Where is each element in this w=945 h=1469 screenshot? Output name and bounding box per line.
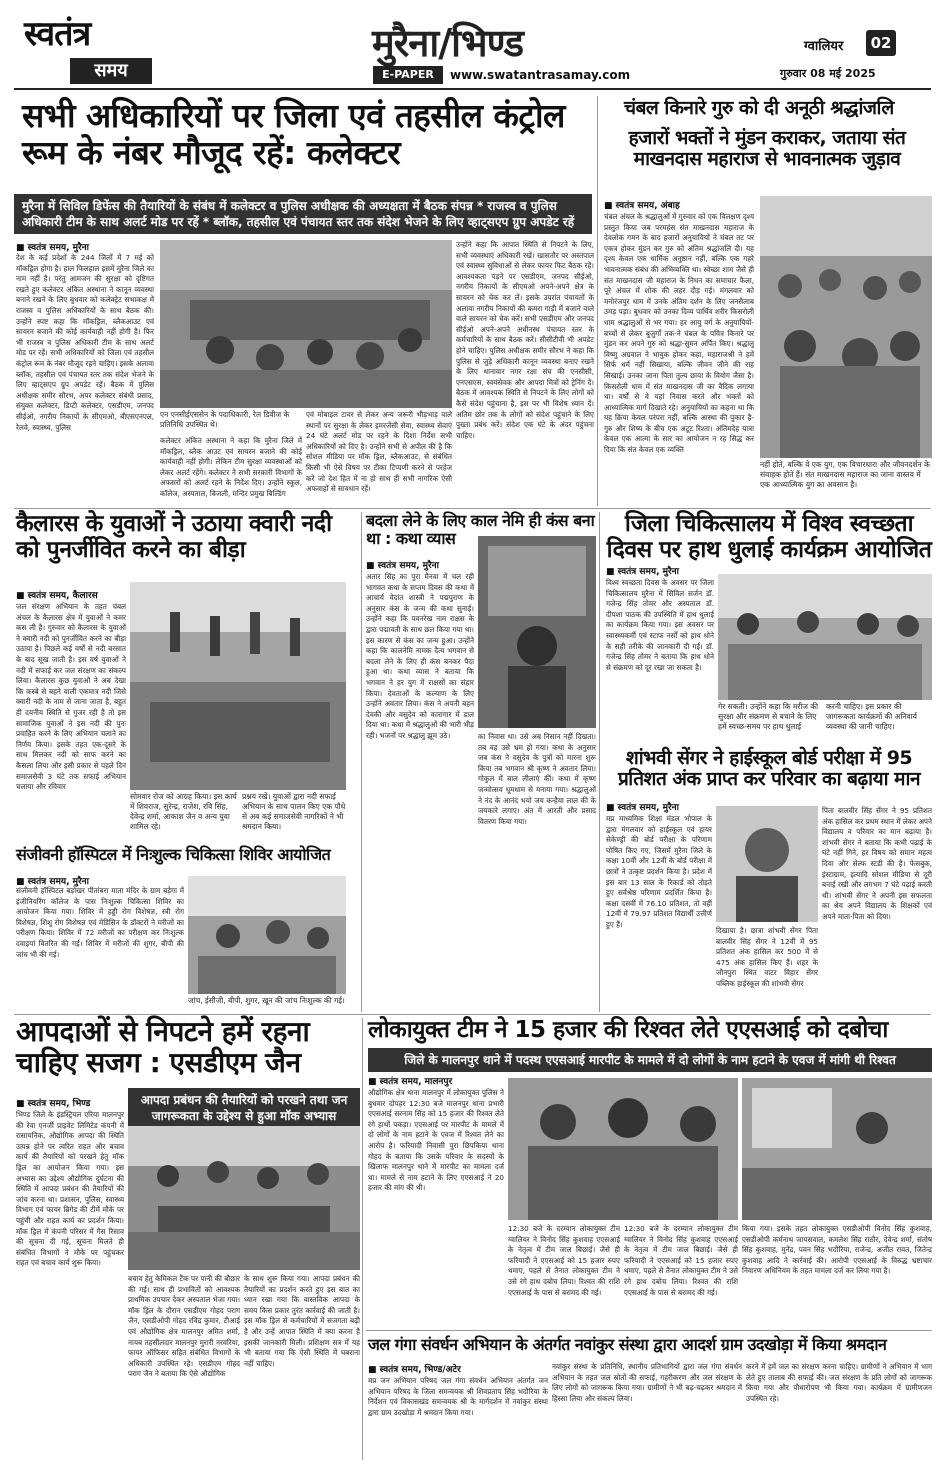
hospital-headline: जिला चिकित्सालय में विश्व स्वच्छता दिवस पर हाथ धुलाई कार्यक्रम आयोजित	[606, 511, 932, 563]
hospital-photo	[718, 574, 932, 700]
accused-photo-icon	[508, 1078, 738, 1220]
katha-stage-photo-icon	[478, 536, 596, 728]
section-divider	[14, 508, 931, 509]
kailaras-caption-1: सोमवार रोज को आग्रह किया। इस कार्य में शिवराज, सुरेन्द्र, राजेश, रवि सिंह, देवेन्द्र शर्मा, आकाश जैन व अन्य युवा शामिल रहे।	[130, 792, 237, 831]
apda-photo	[128, 1126, 360, 1270]
column-divider	[362, 1018, 363, 1460]
kailaras-text: जल संरक्षण अभियान के तहत चंबल अंचल के कैलारस क्षेत्र में युवाओं ने कमर कस ली है। गुरुवार को कैलारस के युवाओं ने क्वारी नदी को पुनर्जीवित करने का बीड़ा उठाया है। पिछले कई वर्षों से नदी बरसात के बाद सूख जाती है। इस वर्ष युवाओं ने नदी में सफाई कर जल संरक्षण का संकल्प लिया। कैलारस कुछ युवाओं ने अब देखा कि कस्बे से बहने वाली एकमात्र नदी जिसे क्वारी नदी के नाम से जाना जाता है, बहुत ही दयनीय स्थिति से गुजर रही है तो इस सामाजिक युवाओं ने इस नदी की पुनः प्रवाहित करने के लिए अभियान चलाने का निर्णय किया। इसके तहत एक-दूसरे के साथ मिलकर नदी को साफ करने का कैसला लिया और इसी प्रकार से पहले दिन समाजसेवी 3 घंटे तक सफाई अभियान चलाया और रविवार	[16, 602, 126, 792]
hospital-text: विश्व स्वच्छता दिवस के अवसर पर जिला चिकित्सालय मुरैना में सिविल सर्जन डॉ. गजेन्द्र सिंह तोमर और अस्पताल डॉ. दीपशा पाठक की उपस्थिति में हाथ धुलाई का कार्यक्रम किया गया। इस अवसर पर स्वास्थ्यकर्मी एवं स्टाफ नर्सों को हाथ धोने के सही तरीके की जानकारी दी गई। डॉ. गजेन्द्र सिंह तोमर ने बताया कि हाथ धोने से संक्रमण को दूर रखा जा सकता है।	[606, 578, 714, 672]
shambhavi-col-1: मप्र माध्यमिक शिक्षा मंडल भोपाल के द्वारा मंगलवार को हाईस्कूल एवं हायर सेकेण्ड्री की बोर्ड परीक्षा के परिणाम घोषित किए गए, जिसमें मुरैना जिले के कक्षा 10वीं और 12वीं के बोर्ड परीक्षा में छात्रों ने उत्कृष्ट प्रदर्शन किया है। प्रदेश में इस बार 13 साल के रिकार्ड को तोड़ते हुए सर्वश्रेष्ठ परिणाम प्रदर्शित किया है। कक्षा दसवीं में 76.10 प्रतिशत, तो वहीं 12वीं में 79.97 प्रतिशत विद्यार्थी उत्तीर्ण हुए हैं।	[606, 814, 712, 929]
page-number: 02	[866, 30, 896, 56]
logo-top-text: स्वतंत्र	[24, 14, 91, 54]
chambal-byline: ■ स्वतंत्र समय, अंबाह	[604, 198, 680, 211]
badla-photo	[478, 536, 596, 728]
epaper-label: E-PAPER	[373, 66, 443, 84]
section-divider	[366, 1330, 932, 1331]
apda-col-3: के साथ शुरू किया गया। आपदा प्रबंधन की तैयारियों का प्रदर्शन करते हुए इस बात का ध्यान रखा गया कि वास्तविक आपदा के समय किस प्रकार तुरंत कार्रवाई की जाती है। इस मॉक ड्रिल से कर्मचारियों में सजगता बढ़ी है और उन्हें आपात स्थिति में क्या करना है इसकी जानकारी मिली। प्रशिक्षण सत्र में यह भी बताया गया कि ऐसी स्थिति में घबराना नहीं चाहिए।	[244, 1274, 360, 1368]
shambhavi-col-3: पिता बालवीर सिंह सेंगर ने 95 प्रतिशत अंक हासिल कर प्रथम स्थान में लेकर अपने विद्यालय व परिवार का मान बढ़ाया है। शांभवी सेंगर ने बताया कि कभी पढ़ाई के घंटे नहीं गिने, हर विषय को समान महत्व दिया और सेल्फ स्टडी की है। फेसबुक, इंस्टाग्राम, इत्यादि सोशल मीडिया से दूरी बनाई रखी और लगभग 7 घंटे पढ़ाई करती थी। शांभवी सेंगर ने अपनी इस सफलता का श्रेय अपने विद्यालय के शिक्षकों एवं अपने माता-पिता को दिया।	[822, 806, 932, 921]
jalganga-col-1: मप्र जन अभियान परिषद जल गंगा संवर्धन अभियान अंतर्गत जन अभियान परिषद के जिला समन्वयक श्री शिवप्रताप सिंह भदौरिया के निर्देशन एवं विकासखंड समन्वयक श्री के मार्गदर्शन में नवांकुर संस्था द्वारा ग्राम उदखोड़ा में श्रमदान किया गया।	[368, 1376, 548, 1417]
badla-byline: ■ स्वतंत्र समय, मुरैना	[366, 558, 439, 571]
chambal-headline: हजारों भक्तों ने मुंडन कराकर, जताया संत माखनदास महाराज से भावनात्मक जुड़ाव	[628, 127, 906, 171]
lead-photo-caption: एन एनसीईएससेन के पदाधिकारी, रेल डिवीज के प्रतिनिधि उपस्थित थे।	[160, 410, 290, 429]
hospital-byline: ■ स्वतंत्र समय, मुरैना	[606, 564, 679, 577]
lead-photo	[160, 240, 452, 408]
jalganga-byline: ■ स्वतंत्र समय, भिण्ड/अटेर	[368, 1362, 461, 1375]
city-label: ग्वालियर	[804, 39, 844, 54]
lead-strap: मुरैना में सिविल डिफेंस की तैयारियों के संबंध में कलेक्टर व पुलिस अधीक्षक की अध्यक्षता में बैठक संपन्न * राजस्व व पुलिस अधिकारी टीम के साथ अलर्ट मोड पर रहें * ब्लॉक, तहसील एवं पंचायत स्तर तक संदेश भेजने के लिए व्हाट्सएप ग्रुप अपडेट रहें	[14, 194, 592, 234]
apda-col-1: भिण्ड जिले के इंडस्ट्रियल एरिया मालनपुर की रेवा एनर्जी प्राइवेट लिमिटेड कंपनी में रासायनिक, औद्योगिक आपदा की स्थिति उत्पन्न होने पर त्वरित राहत और बचाव कार्य की तैयारियों को परखने हेतु मॉक ड्रिल का आयोजन किया गया। इस अभ्यास का उद्देश्य औद्योगिक दुर्घटना की स्थिति में आपदा प्रबंधन की तैयारियों की जांच करना था। प्रशासन, पुलिस, स्वास्थ्य विभाग एवं फायर ब्रिगेड की टीमें मौके पर पहुंची और राहत कार्य का प्रदर्शन किया। मॉक ड्रिल में कंपनी परिसर में गैस रिसाव की सूचना दी गई, सूचना मिलते ही संबंधित विभागों ने मौके पर पहुंचकर राहत एवं बचाव कार्य शुरू किया।	[16, 1110, 124, 1268]
lead-col-4: उन्होंने कहा कि आपात स्थिति से निपटने के लिए, सभी व्यवस्थाएं अधिकारी रखें। खासतौर पर अस्तपाल एवं स्वास्थ्य सुविधाओं से लेकर फायर फिट बैठक रहें। आवश्यकता पड़ने पर एसडीएम, जनपद सीईओ, नगरीय निकायों के सीएमओ अपने-अपने क्षेत्र के सायरन को चेक कर लें। इसके उपरांत पंचायतों के अलावा नगरीय निकायों की कमरा गाड़ी में बजाने वाले वाले सायरन को चेक करें। सभी एसडीएम और जनपद सीईओ अपने-अपने अधीनस्थ पंचायत स्तर के कर्मचारियों के साथ बैठक करें। सीसीटीवी भी अपडेट होने चाहिए। पुलिस अधीक्षक समीर सौरभ ने कहा कि पुलिस से जुड़े अधिकारी कानून व्यवस्था बनाए रखने के लिए थानावार नगर रक्षा संघ की एनसीसी, एनएसएस, स्वयंसेवक और आपदा मित्रों को ट्रेनिंग दें। बैठक में आवश्यक स्थिति से निपटने के लिए लोगों को कैसे संदेश पहुंचाना है, इस पर भी विशेष ध्यान दें। अतिम छोर तक के लोगों को संदेश पहुंचाने के लिए पुख्ता प्रबंध करें। संदेश एक घंटे के अंदर पहुंचना चाहिए।	[456, 240, 594, 440]
chambal-photo	[760, 196, 932, 458]
crowd-photo-icon	[760, 196, 932, 458]
lokayukt-photo-1	[508, 1078, 738, 1220]
shambhavi-col-2: दिखाया है। छात्रा शांभवी सेंगर पिता बालवीर सिंह सेंगर ने 12वीं में 95 प्रतिशत अंक हासिल कर 500 में से 475 अंक हासिल किए हैं। शहर के जौनपुरा स्थित वाटर विहार सेंगर पब्लिक हाईस्कूल की शांभवी सेंगर	[716, 926, 818, 988]
lead-col-2: कलेक्टर अंकित अस्थाना ने कहा कि मुरैना जिले में मॉकड्रिल, ब्लैक आउट एवं सायरन बजाने की कोई कार्यवाही नहीं होगी। लेकिन टीम सुरक्षा व्यवस्थाओं को लेकर अलर्ट रहेंगे। कलेक्टर ने सभी सरकारी विभागों के अफसरों को अलर्ट रहने के निर्देश दिए। उन्होंने स्कूल, कॉलेज, अस्पताल, बिजली, मन्दिर प्रमुख बिल्डिंग	[160, 436, 302, 498]
lead-col-3: एवं मोबाइल टावर से लेकर अन्य जरूरी भीड़भाड़ वाले स्थानों पर सुरक्षा के लेकर इमरजेंसी सेवा, स्वास्थ्य सेवाएं 24 घंटे अलर्ट मोड पर रहने के दिशा निर्देश सभी अधिकारियों को दिए है। उन्होंने सभी से अपील की है कि सोशल मीडिया पर मॉक ड्रिल, ब्लैकआउट, से संबंधित किसी भी ऐसे विषय पर टीका टिप्पणी करने से परहेज करें जो देश हित में ना हो साथ ही सभी नागरिक ऐसी अफवाहों से सावधान रहें।	[306, 410, 452, 494]
apda-col-2: बचाव हेतु केमिकल टैंक पर पानी की बौछार की गई। साथ ही प्रभावितों को आवश्यक प्राथमिक उपचार देकर अस्पताल भेजा गया। मॉक ड्रिल के दौरान एसडीएम गोहद पराग जैन, एसडीओपी गोहद रविंद्र कुमार, टीआई एवं औद्योगिक क्षेत्र मालनपुर अमित शर्मा, नायब तहसीलदार मालनपुर मुरारी नरवरिया, फायर ऑफिसर सहित संबंधित विभागों के अधिकारी उपस्थित रहे। एसडीएम गोहद पराग जैन ने बताया कि ऐसे औद्योगिक	[128, 1274, 240, 1379]
badla-col-1: अतार सिंह का पुरा मैनवा में चल रही भागवत कथा के सप्तम दिवस की कथा में आचार्य वेदांत शास्त्री ने पद्मपुराण के अनुसार कंस के जन्म की कथा सुनाई। उन्होंने कहा कि पवनरेख नाम राक्षस के द्वारा पद्मावती के साथ छल किया गया था। इस कारण से कंस का जन्म हुआ। उन्होंने कहा कि कालनेमि नामक दैत्य भगवान से बदला लेने के लिए ही कंस बनकर पैदा हुआ था। कथा व्यास ने बताया कि भगवान ने हर युग में राक्षसों का संहार किया। देवताओं के कल्याण के लिए उन्होंने अवतार लिया। कंस ने अपनी बहन देवकी और वसुदेव को कारागार में डाल दिया था। कथा में श्रद्धालुओं की भारी भीड़ रही। भजनों पर श्रद्धालु झूम उठे।	[366, 572, 474, 740]
medical-camp-photo-icon	[188, 876, 346, 994]
meeting-photo-icon	[160, 240, 452, 408]
student-portrait-icon	[716, 806, 818, 922]
badla-col-2: का निवास था। उसे अब निसान नहीं दिखता। तब वह उसे भ्रम हो गया। कथा के अनुसार जब कंस ने वसुदेव के पुत्रों को मारना शुरू किया तब भगवान श्री कृष्ण ने अवतार लिया। गोकुल में बाल लीलाएं कीं। कथा में कृष्ण जन्मोत्सव धूमधाम से मनाया गया। श्रद्धालुओं ने नंद के आनंद भयो जय कन्हैया लाल की के जयकारे लगाए। अंत में आरती और प्रसाद वितरण किया गया।	[478, 732, 596, 826]
shambhavi-photo	[716, 806, 818, 922]
kailaras-headline: कैलारस के युवाओं ने उठाया क्वारी नदी को पुनर्जीवित करने का बीड़ा	[16, 511, 332, 563]
sanjeevani-caption: जांच, ईसीजी, बीपी, शुगर, खून की जांच निःशुल्क की गई।	[188, 996, 345, 1005]
lokayukt-col-1: औद्योगिक क्षेत्र थाना मालनपुर में लोकायुक्त पुलिस ने बुधवार दोपहर 12:30 बजे मालनपुर थाना प्रभारी एएसआई सरनाम सिंह को 15 हजार की रिश्वत लेते रंगे हाथों पकड़ा। एएसआई पर मारपीट के मामले में दो लोगों के नाम हटाने के एवज में रिश्वत लेने का आरोप है। फरियादी निवासी पुरा छिपकिया थाना गोहद के बताया कि उसके परिवार के सदस्यों के खिलाफ मालनपुर थाने में मारपीट का मामला दर्ज था। मामले से नाम हटाने के लिए एएसआई ने 20 हजार की मांग की थी।	[368, 1088, 504, 1193]
handwash-photo-icon	[718, 574, 932, 700]
lead-byline: ■ स्वतंत्र समय, मुरैना	[16, 240, 89, 253]
lokayukt-col-2b: 12:30 बजे के दरम्यान लोकायुक्त टीम ग्वालियर ने विनोद सिंह कुशवाह एएसआई के नेतृत्व में टीम जाल बिछाई। जैसे ही फरियादी ने एएसआई को 15 हजार रुपए थमाए, पहले से तैनात लोकायुक्त टीम ने उसे रंगे हाथ दबोच लिया। रिश्वत की राशि एएसआई के पास से बरामद की गई।	[624, 1224, 738, 1297]
riverbed-photo-icon	[130, 582, 346, 790]
hospital-caption-2: करनी चाहिए। इस प्रकार की जागरूकता कार्यक्रमों की अनिवार्य व्यवस्था की जानी चाहिए।	[826, 702, 917, 731]
sanjeevani-text: संजीवनी हॉस्पिटल बड़ोखर पीतांबरा माता मंदिर के ग्राम बड़ेगा में इंजीनियरिंग कॉलेज के पास निःशुल्क चिकित्सा शिविर का आयोजन किया गया। शिविर में हड्डी रोग विशेषज्ञ, स्त्री रोग विशेषज्ञ, शिशु रोग विशेषज्ञ एवं मेडिसिन के डॉक्टरों ने मरीजों का परीक्षण किया। शिविर में 72 मरीजों का परीक्षण कर निःशुल्क दवाइयां वितरित की गईं। शिविर में मरीजों की शुगर, बीपी की जांच भी की गई।	[16, 886, 184, 959]
shambhavi-headline: शांभवी सेंगर ने हाईस्कूल बोर्ड परीक्षा में 95 प्रतिशत अंक प्राप्त कर परिवार का बढ़ाया मान	[618, 747, 920, 791]
website-link[interactable]: www.swatantrasamay.com	[450, 68, 631, 82]
apda-byline: ■ स्वतंत्र समय, भिण्ड	[16, 1096, 90, 1109]
badla-headline: बदला लेने के लिए काल नेमि ही कंस बना था : कथा व्यास	[366, 511, 595, 548]
mock-drill-photo-icon	[128, 1126, 360, 1270]
lokayukt-col-3: किया गया। इसके तहत लोकायुक्त एसडीओपी विनोद सिंह कुशवाह, एसडीओपी कर्मनाथ जायसवाल, कमलेश सिंह राठौर, देवेन्द्र शर्मा, संतोष सिंह कुशवाह, मुनेंद्र, पवन सिंह भदौरिया, राजेन्द्र, अजीत रावत, जितेन्द्र कुशवाह आदि ने कार्रवाई की। आरोपी एएसआई के विरुद्ध भ्रष्टाचार निवारण अधिनियम के तहत मामला दर्ज कर लिया गया है।	[742, 1224, 932, 1276]
lead-col-1: देश के कई प्रदेशों के 244 जिलों में 7 मई को मॉकड्रिल होगा है। हाल फिलहाल इसमें मुरैना जिले का नाम नहीं है। परंतु आमजन की सुरक्षा को दृष्टिगत रखते हुए कलेक्टर अंकित अस्थाना ने कानून व्यवस्था बनाने रखने के लिए बुधवार को कलेक्ट्रेट सभाकक्ष में राजस्व व पुलिस अधिकारियों के साथ बैठक की। उन्होंने स्पष्ट कहा कि मॉकड्रिल, ब्लैकआउट एवं सायरन बजाने की कोई कार्यवाही नहीं होगी है। फिर भी राजस्व व पुलिस अधिकारी टीम के साथ अलर्ट मोड पर रहें। सभी अधिकारियों को जिला एवं तहसील कंट्रोल रूम के नंबर मौजूद रहने चाहिए। इसके अलावा ब्लॉक, तहसील एवं पंचायत स्तर तक संदेश भेजने के लिए व्हाट्सएप ग्रुप अपडेट रहें। बैठक में पुलिस अधीक्षक समीर सौरभ, अपर कलेक्टर संबंधी प्रसाद, संयुक्त कलेक्टर, डिप्टी कलेक्टर, एसडीएम, जनपद सीईओ, नगरीय निकायों के सीएमओ, बीएसएनएल, रेलवे, स्वास्थ्य, पुलिस	[16, 253, 154, 432]
masthead-rule	[14, 88, 931, 90]
logo-bottom-text: समय	[70, 58, 152, 84]
lokayukt-col-2: 12:30 बजे के दरम्यान लोकायुक्त टीम ग्वालियर ने विनोद सिंह कुशवाह एएसआई के नेतृत्व में टीम जाल बिछाई। जैसे ही फरियादी ने एएसआई को 15 हजार रुपए थमाए, पहले से तैनात लोकायुक्त टीम ने उसे रंगे हाथ दबोच लिया। रिश्वत की राशि एएसआई के पास से बरामद की गई।	[508, 1224, 620, 1297]
hospital-caption-1: गेर सकती। उन्होंने कहा कि मरीज की सुरक्षा और संक्रमण से बचाने के लिए हमें स्वच्छ-समय पर हाथ धुलाई	[718, 702, 819, 731]
apda-headline: आपदाओं से निपटने हमें रहना चाहिए सजग : एसडीएम जैन	[16, 1015, 310, 1080]
office-photo-icon	[742, 1078, 932, 1220]
jalganga-col-2: नवांकुर संस्था के प्रतिनिधि, स्थानीय प्रतिभागियों द्वारा जल गंगा संवर्धन अभियान के तहत जल स्रोतों की सफाई, गहरीकरण और जल संरक्षण के लिए लोगों को जागरूक किया गया। ग्रामीणों ने भी बढ़-चढ़कर श्रमदान में हिस्सा लिया और संकल्प लिया।	[552, 1362, 742, 1403]
lokayukt-headline: लोकायुक्त टीम ने 15 हजार की रिश्वत लेते एएसआई को दबोचा	[368, 1017, 888, 1043]
jalganga-headline: जल गंगा संवर्धन अभियान के अंतर्गत नवांकुर संस्था द्वारा आदर्श ग्राम उदखोड़ा में किया श्रमदान	[368, 1335, 887, 1354]
lokayukt-photo-2	[742, 1078, 932, 1220]
column-divider	[599, 512, 600, 1012]
lokayukt-byline: ■ स्वतंत्र समय, मालनपुर	[368, 1074, 452, 1087]
sanjeevani-headline: संजीवनी हॉस्पिटल में निःशुल्क चिकित्सा शिविर आयोजित	[16, 845, 331, 864]
sanjeevani-byline: ■ स्वतंत्र समय, मुरैना	[16, 874, 89, 887]
chambal-kicker: चंबल किनारे गुरु को दी अनूठी श्रद्धांजलि	[624, 97, 894, 119]
chambal-text: चंबल अंचल के श्रद्धालुओं में गुरुवार को एक विलक्षण दृश्य प्रस्तुत किया जब परमहंस संत माखनदास महाराज के देवलोक गमन के बाद हजारों अनुयायियों ने चंबल तट पर एकत्र होकर मुंडन कर गुरु को अंतिम श्रद्धांजलि दी। यह दृश्य केवल एक धार्मिक अनुष्ठान नहीं, बल्कि एक गहरे भावनात्मक संबंध की अभिव्यक्ति था। स्वेच्छा शाम जैसे ही संत माखनदास जी महाराज के निधन का समाचार फैला, पूरे अंचल में शोक की लहर दौड़ गई। मंगलवार को मनोरंजपुर धाम में उनके अंतिम दर्शन के लिए जनसैलाब उमड़ पड़ा। बुधवार को उनका दिव्य पार्थिव शरीर किसरोली धाम श्रद्धालुओं से भर गया। हर आयु वर्ग के अनुयायियों-बच्चों से लेकर बुजुर्गों तक-ने चंबल के पवित्र किनारे पर मुंडन कर अपने गुरु को श्रद्धा-सुमन अर्पित किए। श्रद्धालु विष्णु अग्रवाल ने भावुक होकर कहा, महाराजश्री ने हमें सिर्फ धर्म नहीं सिखाया, बल्कि जीवन जीने की राह सिखाई। उनका जाना पिता तुल्य छाया के वियोग जैसा है। किसरोली धाम में संत माखनदास जी का वैदिक लगाया था। वर्षों से वे यहां निवास करते और भक्तों को आध्यात्मिक मार्ग दिखाते रहे। अनुयायियों का कहना था कि यह क्रिया केवल परंपरा नहीं, बल्कि आस्था की पुकार है-गुरु और शिष्य के बीच एक अटूट रिश्ता। अंतिमदेह यात्रा केवल एक आत्मा के सार का आयोजन न रह सिद्ध कर दिया कि संत केवल एक व्यक्ति	[604, 212, 754, 455]
masthead-logo	[24, 14, 152, 86]
edition-title: मुरैना/भिण्ड	[372, 20, 524, 65]
shambhavi-byline: ■ स्वतंत्र समय, मुरैना	[606, 800, 679, 813]
lead-headline: सभी अधिकारियों पर जिला एवं तहसील कंट्रोल रूम के नंबर मौजूद रहें: कलेक्टर	[22, 96, 565, 172]
lokayukt-strap: जिले के मालनपुर थाने में पदस्थ एएसआई मारपीट के मामले में दो लोगों के नाम हटाने के एवज में मांगी थी रिश्वत	[368, 1048, 932, 1072]
kailaras-photo	[130, 582, 346, 790]
column-divider	[597, 96, 598, 506]
kailaras-byline: ■ स्वतंत्र समय, कैलारस	[16, 588, 98, 601]
apda-strap: आपदा प्रबंधन की तैयारियों को परखने तथा जन जागरूकता के उद्देश्य से हुआ मॉक अभ्यास	[128, 1088, 360, 1128]
chambal-caption: नहीं होते, बल्कि वे एक युग, एक विचारधारा और जीवनदर्शन के संवाहक होते हैं। संत माखनदास महाराज का जाना वास्तव में एक आध्यात्मिक युग का अवसान है।	[760, 460, 930, 489]
kailaras-caption-2: प्रश्नय रखें। युवाओं द्वारा नदी सफाई अभियान के साथ पालन किए एक पौधे से अब कई समाजसेवी नागरिकों ने भी श्रमदान किया।	[242, 792, 346, 831]
issue-date: गुरुवार 08 मई 2025	[780, 67, 876, 80]
column-divider	[361, 512, 362, 1012]
jalganga-col-3: करने में हमें जल का संरक्षण करना चाहिए। ग्रामीणों ने अभियान में भाग लेते हुए तालाब की सफाई की। जल संरक्षण के प्रति लोगों को जागरूक किया गया और पौधारोपण भी किया गया। कार्यक्रम में ग्रामीणजन उपस्थित रहे।	[746, 1362, 932, 1403]
sanjeevani-photo	[188, 876, 346, 994]
